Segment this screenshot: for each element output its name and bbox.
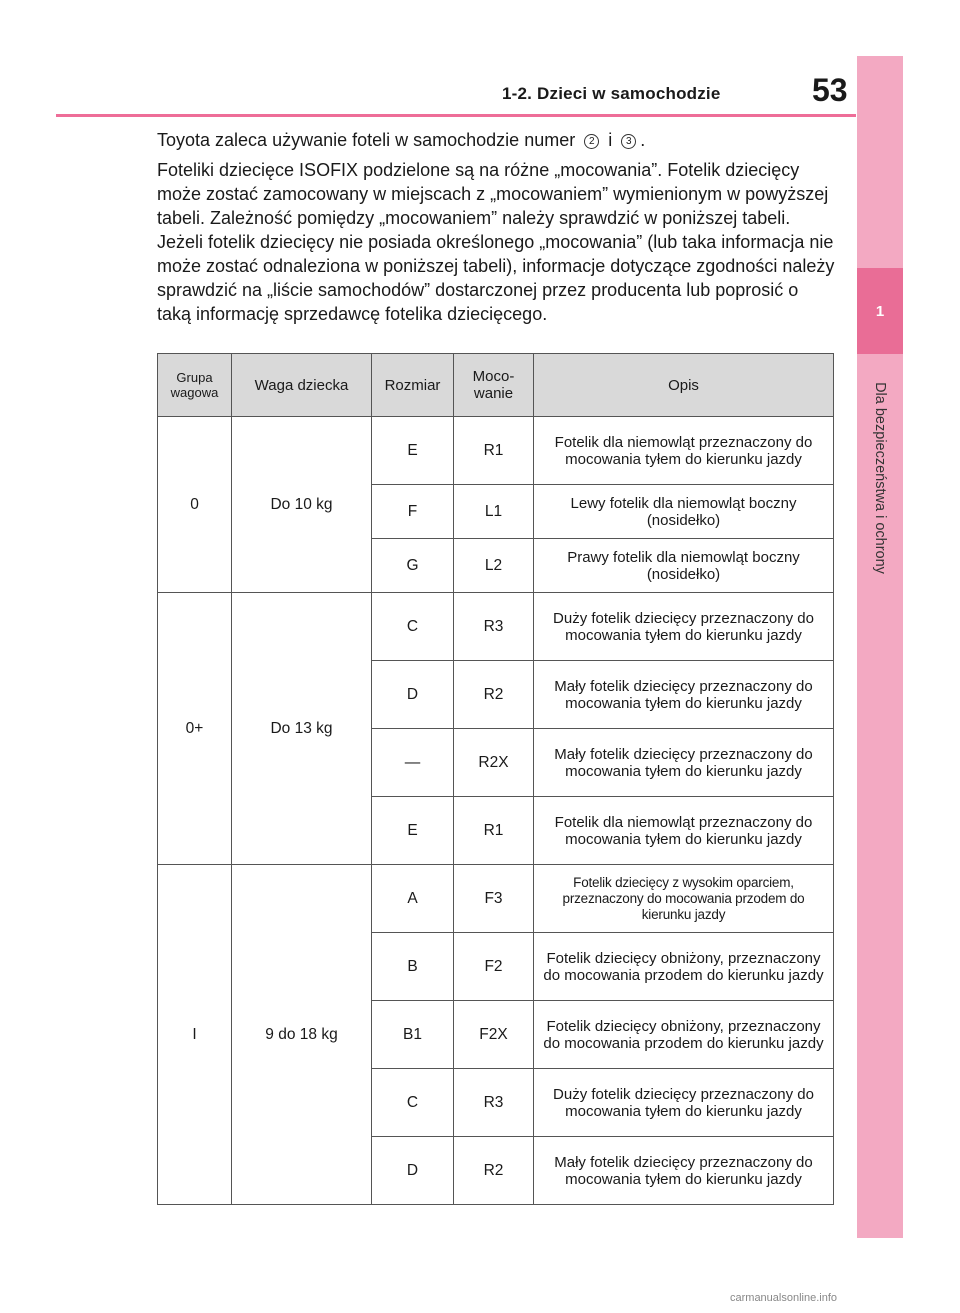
cell-group: 0 bbox=[158, 417, 232, 593]
cell-size: E bbox=[372, 417, 454, 485]
cell-size: F bbox=[372, 485, 454, 539]
header-weight: Waga dziecka bbox=[232, 354, 372, 417]
cell-size: E bbox=[372, 797, 454, 865]
cell-fixture: R3 bbox=[454, 593, 534, 661]
watermark: carmanualsonline.info bbox=[730, 1292, 838, 1304]
table-row bbox=[158, 593, 834, 661]
intro-line-1-mid: i bbox=[608, 130, 613, 150]
cell-fixture: R2 bbox=[454, 661, 534, 729]
cell-desc: Fotelik dla niemowląt przeznaczony do mocowania tyłem do kierunku jazdy bbox=[534, 417, 834, 485]
intro-text bbox=[157, 128, 837, 332]
cell-size: D bbox=[372, 661, 454, 729]
cell-desc: Fotelik dziecięcy obniżony, przeznaczony do mocowania przodem do kierunku jazdy bbox=[534, 933, 834, 1001]
cell-fixture: R1 bbox=[454, 797, 534, 865]
cell-desc: Lewy fotelik dla niemowląt boczny (nosidełko) bbox=[534, 485, 834, 539]
cell-group: I bbox=[158, 865, 232, 1205]
cell-fixture: R2X bbox=[454, 729, 534, 797]
cell-desc: Prawy fotelik dla niemowląt boczny (nosidełko) bbox=[534, 539, 834, 593]
cell-desc: Mały fotelik dziecięcy przeznaczony do mocowania tyłem do kierunku jazdy bbox=[534, 1137, 834, 1205]
side-tab bbox=[857, 56, 903, 1238]
intro-line-1 bbox=[157, 128, 837, 152]
cell-desc: Duży fotelik dziecięcy przeznaczony do mocowania tyłem do kierunku jazdy bbox=[534, 1069, 834, 1137]
table-row bbox=[158, 417, 834, 485]
cell-desc: Fotelik dziecięcy obniżony, przeznaczony do mocowania przodem do kierunku jazdy bbox=[534, 1001, 834, 1069]
cell-size: G bbox=[372, 539, 454, 593]
cell-size: — bbox=[372, 729, 454, 797]
section-title: 1-2. Dzieci w samochodzie bbox=[502, 84, 721, 103]
cell-size: A bbox=[372, 865, 454, 933]
table-header-row bbox=[158, 354, 834, 417]
isofix-size-table bbox=[157, 353, 834, 1205]
cell-desc: Fotelik dla niemowląt przeznaczony do mocowania tyłem do kierunku jazdy bbox=[534, 797, 834, 865]
cell-weight: 9 do 18 kg bbox=[232, 865, 372, 1205]
cell-weight: Do 13 kg bbox=[232, 593, 372, 865]
cell-desc: Mały fotelik dziecięcy przeznaczony do mocowania tyłem do kierunku jazdy bbox=[534, 729, 834, 797]
header-divider bbox=[56, 114, 856, 117]
seat-number-2-icon: 2 bbox=[584, 134, 599, 149]
page-number: 53 bbox=[812, 72, 848, 108]
cell-group: 0+ bbox=[158, 593, 232, 865]
chapter-label: Dla bezpieczeństwa i ochrony bbox=[872, 382, 888, 574]
cell-size: D bbox=[372, 1137, 454, 1205]
table-row bbox=[158, 865, 834, 933]
cell-fixture: R1 bbox=[454, 417, 534, 485]
cell-desc: Fotelik dziecięcy z wysokim oparciem, przeznaczony do mocowania przodem do kierunku jazdy bbox=[534, 865, 834, 933]
intro-paragraph-2: Foteliki dziecięce ISOFIX podzielone są na różne „mocowania”. Fotelik dziecięcy może zostać zamocowany w miejscach z „mocowaniem” wymienionym w powyższej tabeli. Zależność pomiędzy „mocowaniem” należy sprawdzić w poniższej tabeli. Jeżeli fotelik dziecięcy nie posiada określonego „mocowania” (lub taka informacja nie może zostać odnaleziona w poniższej tabeli), informacje dotyczące zgodności należy sprawdzić na „liście samochodów” dostarczonej przez producenta lub poprosić o taką informację sprzedawcę fotelika dziecięcego. bbox=[157, 160, 835, 324]
header-desc: Opis bbox=[534, 354, 834, 417]
header-fixture: Moco- wanie bbox=[454, 354, 534, 417]
cell-fixture: L1 bbox=[454, 485, 534, 539]
cell-fixture: F2 bbox=[454, 933, 534, 1001]
intro-line-1-end: . bbox=[640, 130, 646, 150]
cell-desc: Duży fotelik dziecięcy przeznaczony do mocowania tyłem do kierunku jazdy bbox=[534, 593, 834, 661]
intro-line-1-text: Toyota zaleca używanie foteli w samochodzie numer bbox=[157, 130, 576, 150]
header-size: Rozmiar bbox=[372, 354, 454, 417]
cell-size: C bbox=[372, 593, 454, 661]
seat-number-3-icon: 3 bbox=[621, 134, 636, 149]
header-group: Grupa wagowa bbox=[158, 354, 232, 417]
cell-fixture: R3 bbox=[454, 1069, 534, 1137]
cell-fixture: F2X bbox=[454, 1001, 534, 1069]
cell-desc: Mały fotelik dziecięcy przeznaczony do mocowania tyłem do kierunku jazdy bbox=[534, 661, 834, 729]
cell-size: C bbox=[372, 1069, 454, 1137]
cell-fixture: L2 bbox=[454, 539, 534, 593]
cell-weight: Do 10 kg bbox=[232, 417, 372, 593]
chapter-number-tab[interactable]: 1 bbox=[857, 268, 903, 354]
cell-fixture: R2 bbox=[454, 1137, 534, 1205]
cell-fixture: F3 bbox=[454, 865, 534, 933]
cell-size: B bbox=[372, 933, 454, 1001]
cell-size: B1 bbox=[372, 1001, 454, 1069]
